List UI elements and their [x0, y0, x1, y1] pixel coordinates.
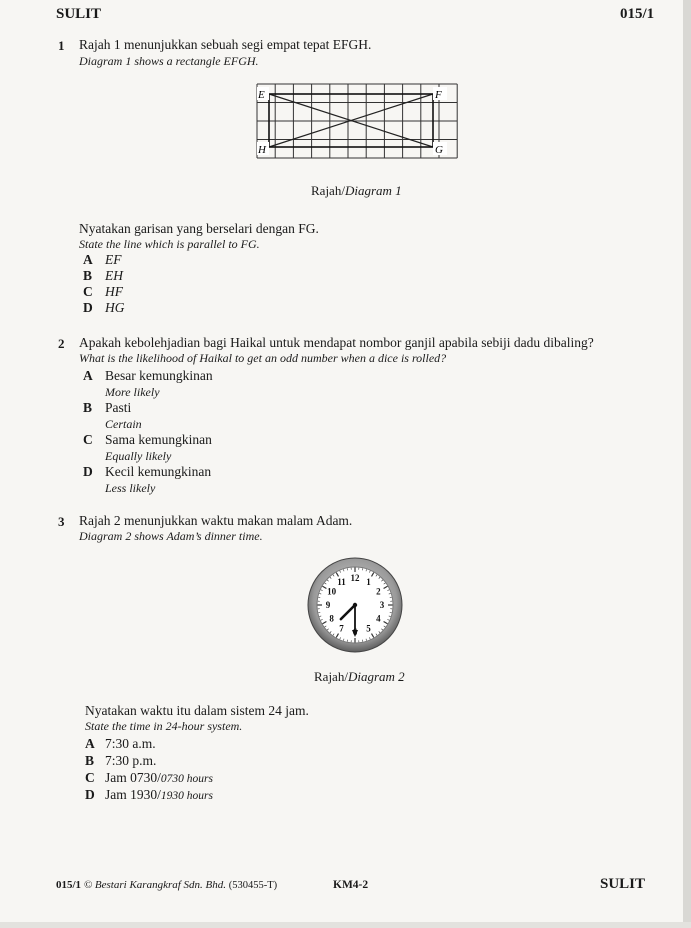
- clock-numeral: 9: [325, 600, 331, 611]
- clock-numeral: 8: [329, 613, 334, 624]
- caption-english: Diagram 1: [344, 183, 402, 198]
- option-B[interactable]: B EH: [83, 268, 123, 283]
- q1-options: [83, 251, 125, 315]
- label-G: G: [435, 144, 443, 156]
- caption-malay: Rajah/: [314, 669, 348, 684]
- option-C[interactable]: C Jam 0730/0730 hours: [85, 770, 213, 785]
- footer-sulit: SULIT: [600, 876, 646, 892]
- diagram-2-caption: [314, 669, 405, 685]
- option-B[interactable]: B Pasti Certain: [83, 400, 142, 431]
- question-text-malay: Rajah 2 menunjukkan waktu makan malam Adam.: [79, 513, 353, 528]
- clock-numeral: 5: [366, 623, 371, 634]
- clock-numeral: 4: [376, 613, 381, 624]
- label-H: H: [258, 144, 266, 156]
- label-F: F: [435, 89, 442, 101]
- caption-malay: Rajah/: [311, 183, 345, 198]
- question-number: 3: [58, 514, 65, 529]
- clock-center: [353, 603, 357, 607]
- q2-options: [83, 367, 213, 495]
- ask-text-malay: Nyatakan garisan yang berselari dengan FG.: [79, 221, 319, 236]
- question-text-english: Diagram 2 shows Adam’s dinner time.: [79, 529, 263, 543]
- clock-numeral: 1: [366, 576, 371, 587]
- question-number: 2: [58, 336, 65, 351]
- option-C[interactable]: C HF: [83, 284, 123, 299]
- option-B[interactable]: B 7:30 p.m.: [85, 753, 157, 768]
- label-E: E: [258, 89, 265, 101]
- clock-numeral: 10: [327, 586, 337, 597]
- footer-reg: (530455-T): [228, 880, 278, 891]
- diagram-1-caption: [311, 183, 402, 199]
- clock-numeral: 12: [350, 573, 360, 584]
- footer-left: [56, 879, 277, 891]
- q3-options: [85, 735, 213, 803]
- option-D[interactable]: D HG: [83, 300, 125, 315]
- option-D[interactable]: D Kecil kemungkinan Less likely: [83, 464, 212, 495]
- question-text-malay: Rajah 1 menunjukkan sebuah segi empat tepat EFGH.: [79, 37, 372, 52]
- clock-numeral: 3: [379, 600, 385, 611]
- option-D[interactable]: D Jam 1930/1930 hours: [85, 787, 213, 802]
- option-C[interactable]: C Sama kemungkinan Equally likely: [83, 432, 212, 463]
- option-A[interactable]: A EF: [83, 252, 122, 267]
- header-code: 015/1: [620, 6, 655, 22]
- footer-copyright: © Bestari Karangkraf Sdn. Bhd.: [83, 879, 227, 891]
- option-A[interactable]: A 7:30 a.m.: [85, 736, 156, 751]
- analog-clock: [300, 556, 410, 654]
- ask-text-english: State the time in 24-hour system.: [85, 719, 243, 733]
- question-text-english: Diagram 1 shows a rectangle EFGH.: [79, 54, 259, 68]
- option-A[interactable]: A Besar kemungkinan More likely: [83, 368, 213, 399]
- page-edge-shadow: [683, 0, 691, 928]
- ask-text-malay: Nyatakan waktu itu dalam sistem 24 jam.: [85, 703, 309, 718]
- clock-numeral: 11: [337, 576, 346, 587]
- ask-text-english: State the line which is parallel to FG.: [79, 237, 260, 251]
- footer-page: KM4-2: [333, 879, 369, 891]
- clock-numeral: 2: [376, 586, 381, 597]
- rectangle-grid-diagram: [255, 80, 460, 170]
- question-text-malay: Apakah kebolehjadian bagi Haikal untuk mendapat nombor ganjil apabila sebiji dadu dibaling?: [79, 335, 594, 350]
- footer-code: 015/1: [56, 879, 82, 891]
- question-number: 1: [58, 38, 65, 53]
- question-text-english: What is the likelihood of Haikal to get an odd number when a dice is rolled?: [79, 351, 447, 365]
- header-sulit: SULIT: [56, 6, 102, 22]
- clock-numeral: 7: [339, 623, 344, 634]
- page-bottom-shadow: [0, 922, 691, 928]
- caption-english: Diagram 2: [347, 669, 405, 684]
